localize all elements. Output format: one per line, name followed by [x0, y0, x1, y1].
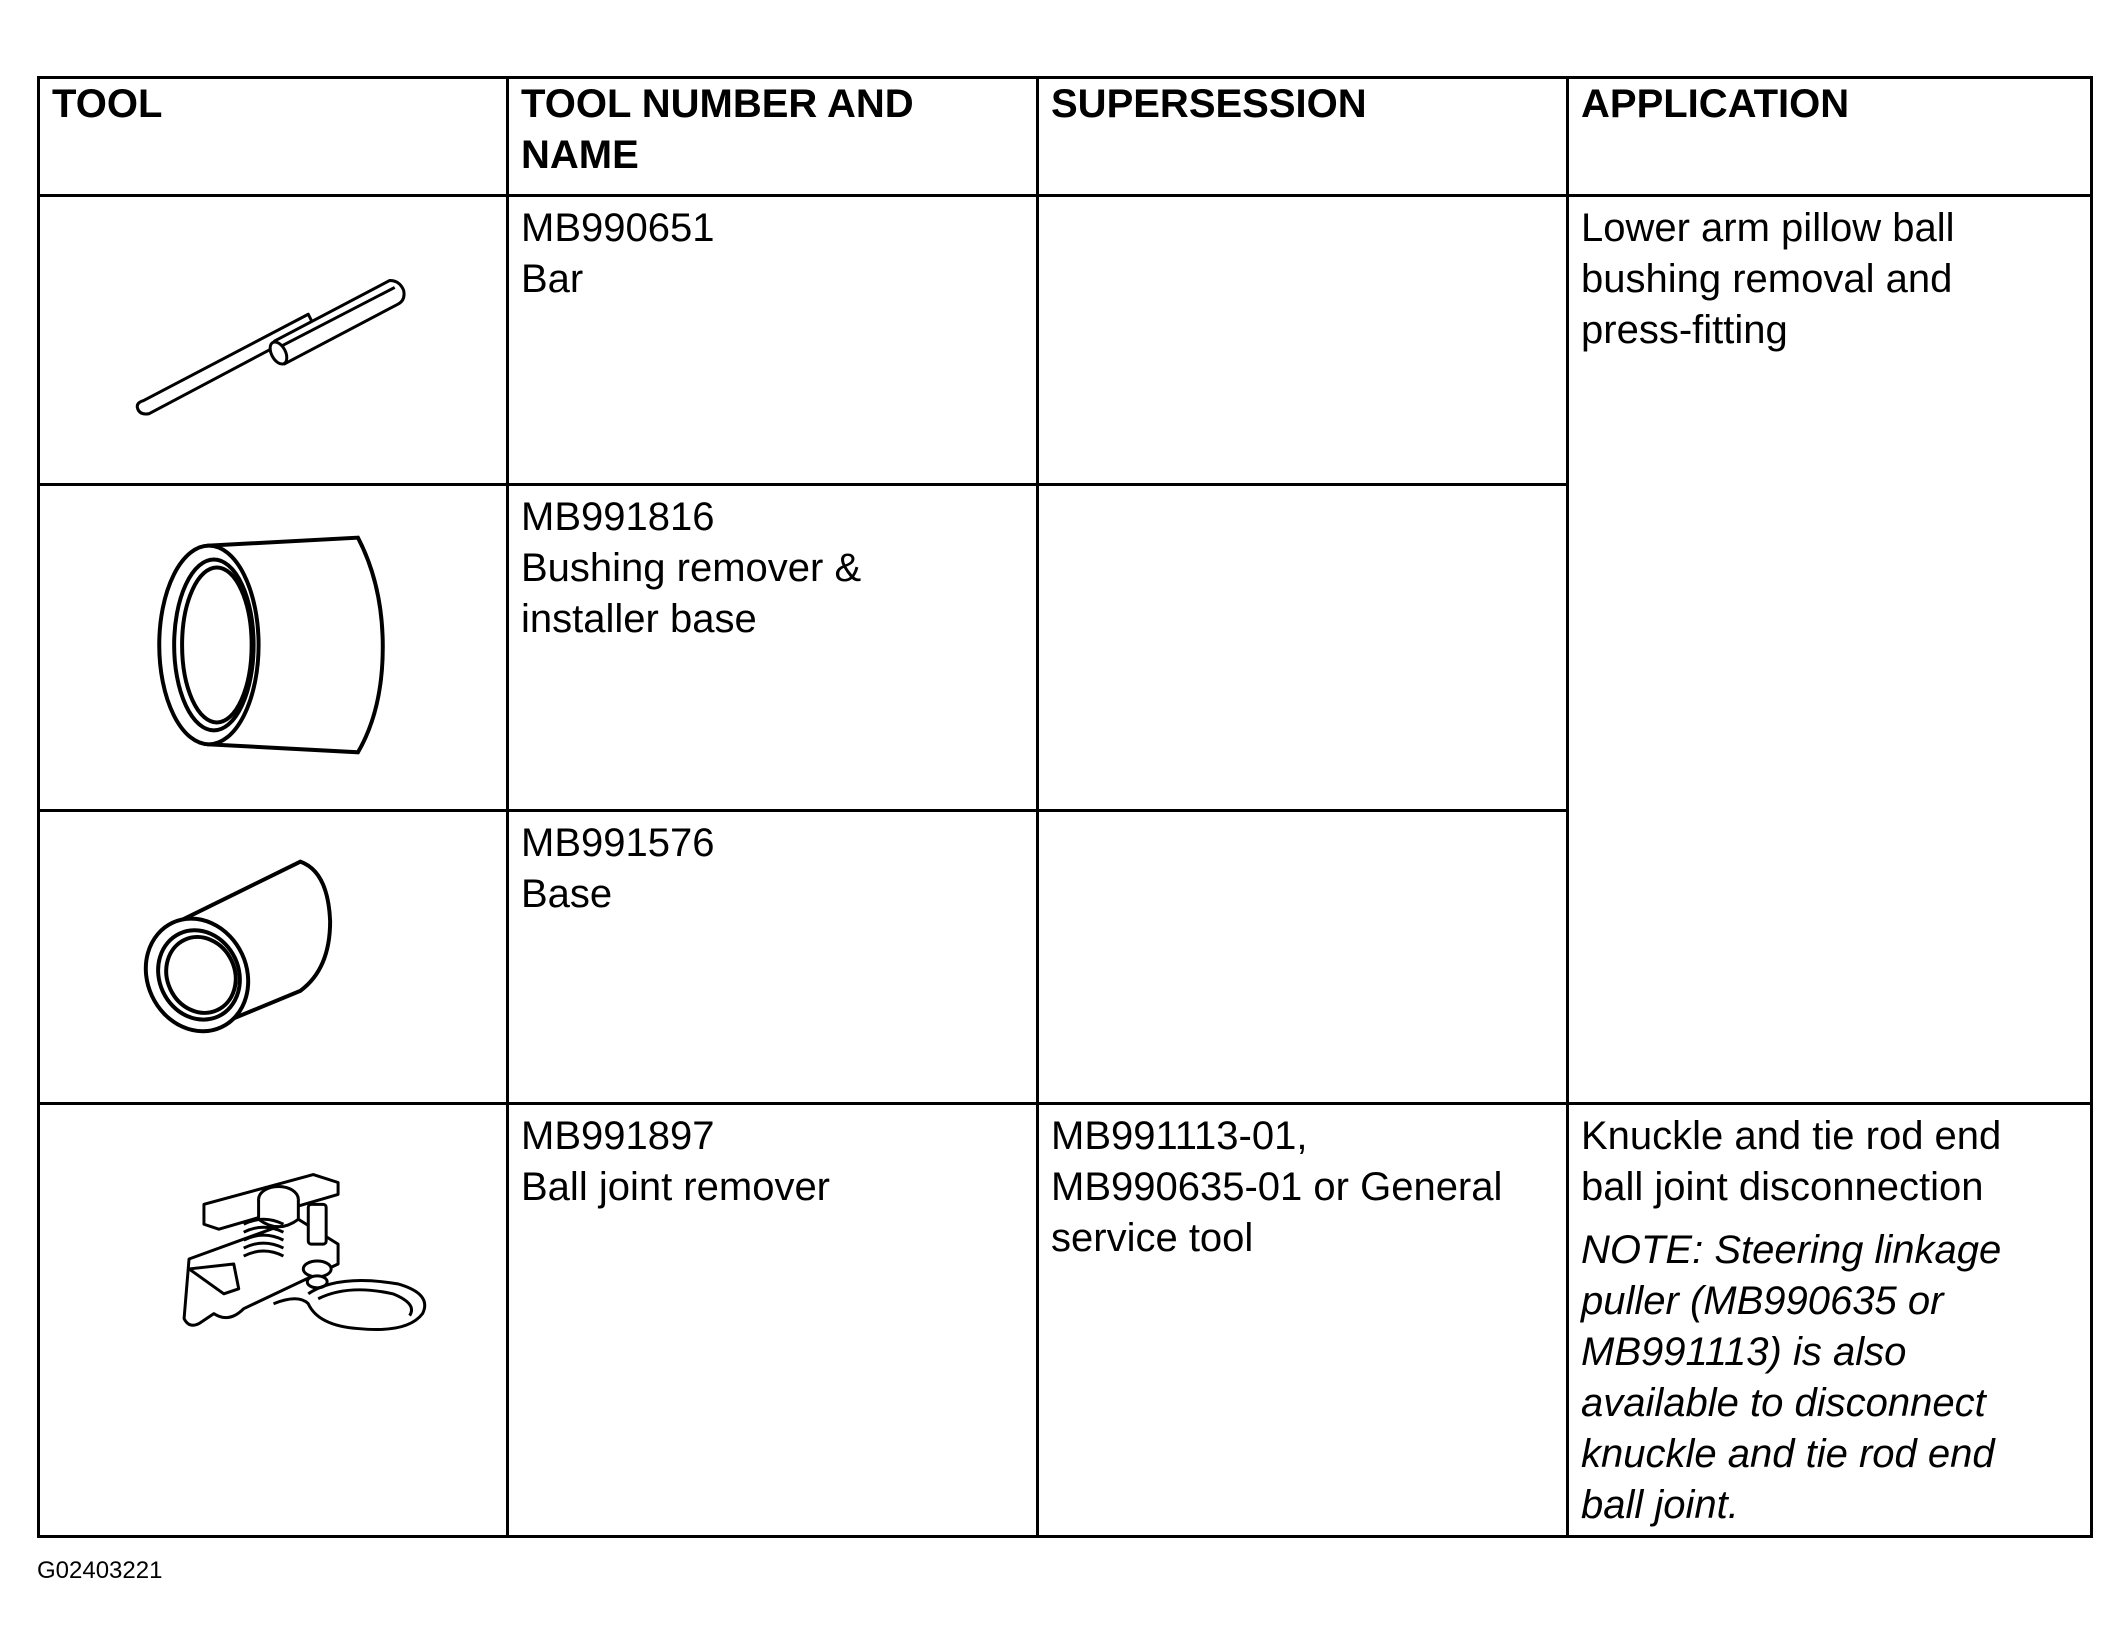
tool-application-note: NOTE: Steering linkage puller (MB990635 or MB991113) is also available to disconnect knuckle and tie rod end ball joint. — [1581, 1228, 2002, 1528]
tool-number-name: MB991816 Bushing remover & installer base — [508, 485, 1038, 811]
tool-image-cell — [39, 1104, 508, 1537]
header-tool-number-and-name: TOOL NUMBER AND NAME — [508, 78, 1038, 196]
tool-image-cell — [39, 196, 508, 485]
header-application: APPLICATION — [1568, 78, 2092, 196]
header-supersession: SUPERSESSION — [1038, 78, 1568, 196]
figure-id: G02403221 — [37, 1557, 163, 1584]
special-tools-table — [37, 76, 2093, 1538]
header-tool: TOOL — [39, 78, 508, 196]
ball-joint-remover-icon — [40, 1105, 506, 1535]
table-row — [39, 196, 2092, 485]
tool-supersession — [1038, 196, 1568, 485]
tool-image-cell — [39, 811, 508, 1104]
tool-number-name: MB990651 Bar — [508, 196, 1038, 485]
tool-application: Knuckle and tie rod end ball joint disconnection — [1581, 1114, 2002, 1210]
tool-supersession — [1038, 811, 1568, 1104]
tool-image-cell — [39, 485, 508, 811]
tool-number-name: MB991576 Base — [508, 811, 1038, 1104]
base-tool-icon — [40, 812, 506, 1102]
bushing-remover-base-icon — [40, 486, 506, 809]
tool-application-cell — [1568, 1104, 2092, 1537]
tool-application: Lower arm pillow ball bushing removal and press-fitting — [1568, 196, 2092, 1104]
bar-tool-icon — [40, 197, 506, 483]
table-header-row — [39, 78, 2092, 196]
tool-supersession — [1038, 485, 1568, 811]
tool-supersession: MB991113-01, MB990635-01 or General service tool — [1038, 1104, 1568, 1537]
tool-number-name: MB991897 Ball joint remover — [508, 1104, 1038, 1537]
table-row — [39, 1104, 2092, 1537]
